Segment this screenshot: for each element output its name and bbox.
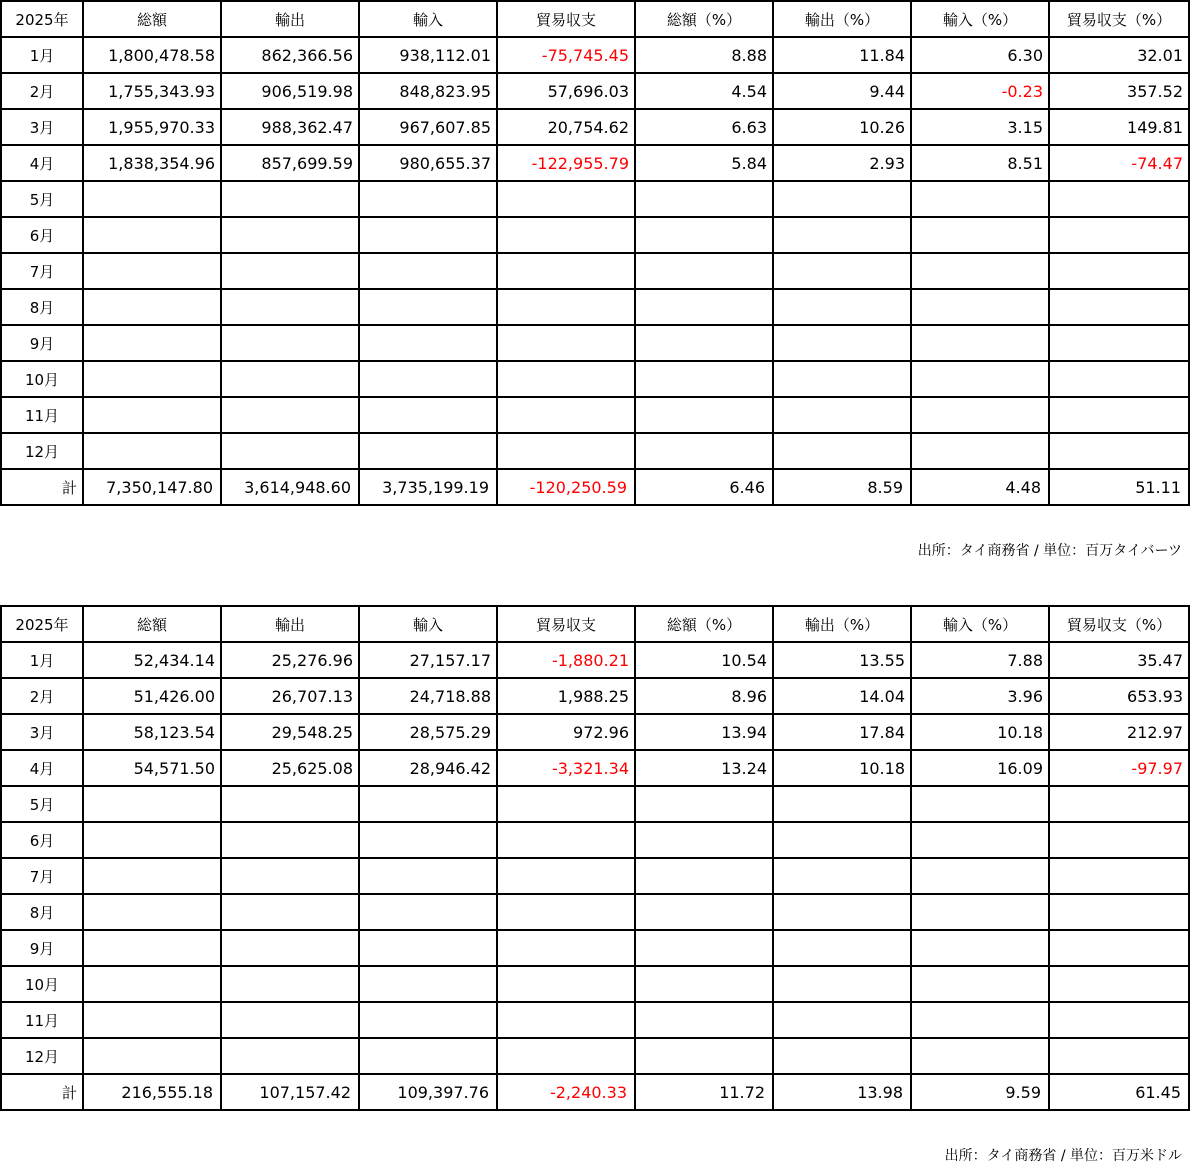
- cell-balance-pct: [1049, 858, 1189, 894]
- cell-trade-balance: [497, 1002, 635, 1038]
- month-label: 12月: [1, 433, 83, 469]
- cell-export-pct: [773, 1038, 911, 1074]
- total-row: [1, 469, 1189, 505]
- trade-table-usd: [0, 605, 1190, 1111]
- cell-export-value: [221, 966, 359, 1002]
- total-export-pct: 13.98: [773, 1074, 911, 1110]
- table-row: [1, 894, 1189, 930]
- cell-total-pct: [635, 966, 773, 1002]
- month-label: 11月: [1, 397, 83, 433]
- cell-import-pct: [911, 1038, 1049, 1074]
- cell-export-pct: [773, 894, 911, 930]
- cell-export-value: 29,548.25: [221, 714, 359, 750]
- month-label: 8月: [1, 894, 83, 930]
- column-header: 輸入（%）: [911, 1, 1049, 37]
- cell-balance-pct: [1049, 966, 1189, 1002]
- cell-total-value: [83, 1002, 221, 1038]
- cell-export-value: [221, 822, 359, 858]
- total-trade-balance: -120,250.59: [497, 469, 635, 505]
- month-label: 5月: [1, 181, 83, 217]
- cell-trade-balance: [497, 894, 635, 930]
- month-label: 4月: [1, 750, 83, 786]
- cell-import-pct: [911, 217, 1049, 253]
- cell-balance-pct: 653.93: [1049, 678, 1189, 714]
- cell-total-pct: [635, 786, 773, 822]
- cell-trade-balance: [497, 433, 635, 469]
- cell-trade-balance: -3,321.34: [497, 750, 635, 786]
- cell-import-pct: [911, 289, 1049, 325]
- source-note: 出所：タイ商務省 / 単位：百万タイバーツ: [917, 543, 1182, 559]
- column-header: 総額（%）: [635, 1, 773, 37]
- column-header: 輸出（%）: [773, 606, 911, 642]
- cell-import-pct: 3.15: [911, 109, 1049, 145]
- cell-export-pct: [773, 822, 911, 858]
- total-export-value: 3,614,948.60: [221, 469, 359, 505]
- cell-total-value: [83, 786, 221, 822]
- cell-import-pct: [911, 858, 1049, 894]
- cell-total-value: 52,434.14: [83, 642, 221, 678]
- cell-balance-pct: 357.52: [1049, 73, 1189, 109]
- cell-import-value: [359, 397, 497, 433]
- cell-import-value: [359, 1002, 497, 1038]
- cell-balance-pct: -74.47: [1049, 145, 1189, 181]
- month-label: 6月: [1, 217, 83, 253]
- cell-export-pct: 10.26: [773, 109, 911, 145]
- cell-total-value: [83, 325, 221, 361]
- cell-balance-pct: [1049, 1002, 1189, 1038]
- cell-import-pct: 16.09: [911, 750, 1049, 786]
- source-note: 出所：タイ商務省 / 単位：百万米ドル: [944, 1148, 1182, 1164]
- cell-trade-balance: [497, 253, 635, 289]
- cell-balance-pct: -97.97: [1049, 750, 1189, 786]
- cell-total-value: [83, 930, 221, 966]
- month-label: 11月: [1, 1002, 83, 1038]
- month-label: 9月: [1, 325, 83, 361]
- cell-import-value: [359, 930, 497, 966]
- total-import-value: 109,397.76: [359, 1074, 497, 1110]
- month-label: 10月: [1, 361, 83, 397]
- cell-trade-balance: -75,745.45: [497, 37, 635, 73]
- table-row: [1, 786, 1189, 822]
- cell-total-pct: 10.54: [635, 642, 773, 678]
- cell-total-pct: 8.88: [635, 37, 773, 73]
- cell-balance-pct: [1049, 1038, 1189, 1074]
- cell-total-pct: [635, 397, 773, 433]
- table-row: [1, 37, 1189, 73]
- table-row: [1, 678, 1189, 714]
- cell-trade-balance: [497, 217, 635, 253]
- table-row: [1, 714, 1189, 750]
- total-balance-pct: 51.11: [1049, 469, 1189, 505]
- cell-total-pct: [635, 433, 773, 469]
- month-label: 4月: [1, 145, 83, 181]
- cell-balance-pct: [1049, 930, 1189, 966]
- cell-export-value: 25,276.96: [221, 642, 359, 678]
- table-row: [1, 966, 1189, 1002]
- column-header: 貿易収支（%）: [1049, 1, 1189, 37]
- cell-export-pct: [773, 433, 911, 469]
- cell-total-pct: [635, 1002, 773, 1038]
- month-label: 7月: [1, 253, 83, 289]
- cell-trade-balance: 57,696.03: [497, 73, 635, 109]
- cell-total-pct: [635, 217, 773, 253]
- cell-export-value: [221, 361, 359, 397]
- cell-export-pct: [773, 1002, 911, 1038]
- column-header: 貿易収支（%）: [1049, 606, 1189, 642]
- table-row: [1, 289, 1189, 325]
- cell-total-pct: [635, 253, 773, 289]
- cell-balance-pct: [1049, 325, 1189, 361]
- cell-balance-pct: [1049, 433, 1189, 469]
- table-row: [1, 1038, 1189, 1074]
- cell-trade-balance: [497, 181, 635, 217]
- cell-export-pct: [773, 858, 911, 894]
- cell-export-value: [221, 433, 359, 469]
- table-row: [1, 1002, 1189, 1038]
- total-import-pct: 9.59: [911, 1074, 1049, 1110]
- cell-export-value: [221, 858, 359, 894]
- cell-import-pct: [911, 1002, 1049, 1038]
- column-header: 貿易収支: [497, 1, 635, 37]
- table-row: [1, 253, 1189, 289]
- cell-trade-balance: [497, 361, 635, 397]
- cell-import-value: 27,157.17: [359, 642, 497, 678]
- cell-import-pct: [911, 325, 1049, 361]
- cell-total-value: [83, 894, 221, 930]
- cell-import-pct: 8.51: [911, 145, 1049, 181]
- cell-export-pct: [773, 181, 911, 217]
- cell-total-value: 1,755,343.93: [83, 73, 221, 109]
- cell-total-value: [83, 966, 221, 1002]
- total-row: [1, 1074, 1189, 1110]
- total-label: 計: [1, 469, 83, 505]
- cell-export-pct: [773, 325, 911, 361]
- cell-export-pct: 13.55: [773, 642, 911, 678]
- cell-import-value: [359, 894, 497, 930]
- cell-trade-balance: -1,880.21: [497, 642, 635, 678]
- cell-export-pct: [773, 217, 911, 253]
- cell-import-value: [359, 786, 497, 822]
- cell-import-value: 28,946.42: [359, 750, 497, 786]
- cell-trade-balance: [497, 397, 635, 433]
- cell-export-pct: 11.84: [773, 37, 911, 73]
- cell-balance-pct: 149.81: [1049, 109, 1189, 145]
- cell-total-value: 54,571.50: [83, 750, 221, 786]
- cell-export-pct: [773, 397, 911, 433]
- cell-total-pct: [635, 930, 773, 966]
- cell-total-pct: [635, 822, 773, 858]
- column-header: 輸出（%）: [773, 1, 911, 37]
- column-header: 輸入（%）: [911, 606, 1049, 642]
- cell-trade-balance: [497, 1038, 635, 1074]
- cell-total-pct: [635, 181, 773, 217]
- cell-total-pct: [635, 894, 773, 930]
- header-row: [1, 1, 1189, 37]
- month-label: 5月: [1, 786, 83, 822]
- cell-export-pct: 14.04: [773, 678, 911, 714]
- cell-export-value: 857,699.59: [221, 145, 359, 181]
- cell-export-value: [221, 253, 359, 289]
- table-row: [1, 433, 1189, 469]
- cell-total-value: [83, 822, 221, 858]
- cell-trade-balance: 1,988.25: [497, 678, 635, 714]
- month-label: 8月: [1, 289, 83, 325]
- cell-balance-pct: [1049, 822, 1189, 858]
- cell-import-pct: [911, 966, 1049, 1002]
- table-row: [1, 750, 1189, 786]
- month-label: 7月: [1, 858, 83, 894]
- column-header: 2025年: [1, 606, 83, 642]
- cell-total-value: [83, 397, 221, 433]
- cell-import-pct: 6.30: [911, 37, 1049, 73]
- column-header: 輸入: [359, 606, 497, 642]
- cell-balance-pct: [1049, 289, 1189, 325]
- column-header: 輸入: [359, 1, 497, 37]
- cell-import-value: [359, 966, 497, 1002]
- cell-import-value: [359, 433, 497, 469]
- cell-export-pct: [773, 361, 911, 397]
- cell-export-pct: 9.44: [773, 73, 911, 109]
- cell-import-pct: [911, 894, 1049, 930]
- cell-trade-balance: [497, 289, 635, 325]
- cell-balance-pct: 212.97: [1049, 714, 1189, 750]
- table-row: [1, 145, 1189, 181]
- month-label: 2月: [1, 73, 83, 109]
- cell-export-value: 906,519.98: [221, 73, 359, 109]
- cell-import-pct: [911, 181, 1049, 217]
- cell-total-value: 1,838,354.96: [83, 145, 221, 181]
- cell-import-pct: [911, 397, 1049, 433]
- cell-balance-pct: [1049, 181, 1189, 217]
- cell-total-pct: 5.84: [635, 145, 773, 181]
- column-header: 総額: [83, 1, 221, 37]
- cell-total-pct: [635, 325, 773, 361]
- cell-total-value: [83, 361, 221, 397]
- total-import-pct: 4.48: [911, 469, 1049, 505]
- cell-export-pct: 10.18: [773, 750, 911, 786]
- cell-export-value: [221, 217, 359, 253]
- cell-trade-balance: [497, 786, 635, 822]
- table-row: [1, 217, 1189, 253]
- column-header: 総額（%）: [635, 606, 773, 642]
- cell-export-value: 988,362.47: [221, 109, 359, 145]
- cell-export-pct: [773, 289, 911, 325]
- table-row: [1, 930, 1189, 966]
- cell-total-value: [83, 253, 221, 289]
- month-label: 9月: [1, 930, 83, 966]
- cell-trade-balance: 972.96: [497, 714, 635, 750]
- cell-total-pct: [635, 361, 773, 397]
- total-label: 計: [1, 1074, 83, 1110]
- column-header: 貿易収支: [497, 606, 635, 642]
- total-trade-balance: -2,240.33: [497, 1074, 635, 1110]
- cell-export-value: 26,707.13: [221, 678, 359, 714]
- cell-export-value: [221, 1002, 359, 1038]
- cell-import-value: 28,575.29: [359, 714, 497, 750]
- cell-trade-balance: [497, 325, 635, 361]
- cell-total-value: [83, 858, 221, 894]
- cell-export-pct: [773, 786, 911, 822]
- cell-balance-pct: [1049, 397, 1189, 433]
- table-row: [1, 181, 1189, 217]
- cell-total-value: 1,955,970.33: [83, 109, 221, 145]
- table-row: [1, 397, 1189, 433]
- cell-balance-pct: [1049, 217, 1189, 253]
- cell-import-pct: [911, 433, 1049, 469]
- cell-total-pct: [635, 1038, 773, 1074]
- cell-export-value: [221, 289, 359, 325]
- cell-import-value: [359, 858, 497, 894]
- cell-export-value: 25,625.08: [221, 750, 359, 786]
- cell-export-value: [221, 181, 359, 217]
- cell-total-pct: [635, 289, 773, 325]
- cell-import-value: [359, 822, 497, 858]
- cell-total-value: [83, 289, 221, 325]
- month-label: 3月: [1, 109, 83, 145]
- cell-import-value: [359, 361, 497, 397]
- month-label: 12月: [1, 1038, 83, 1074]
- cell-total-pct: 13.24: [635, 750, 773, 786]
- total-total-value: 7,350,147.80: [83, 469, 221, 505]
- header-row: [1, 606, 1189, 642]
- table-row: [1, 109, 1189, 145]
- cell-import-value: [359, 289, 497, 325]
- cell-balance-pct: [1049, 361, 1189, 397]
- trade-table-thb: [0, 0, 1190, 506]
- month-label: 10月: [1, 966, 83, 1002]
- cell-balance-pct: [1049, 786, 1189, 822]
- cell-balance-pct: [1049, 253, 1189, 289]
- cell-total-pct: 4.54: [635, 73, 773, 109]
- cell-import-value: [359, 253, 497, 289]
- cell-trade-balance: 20,754.62: [497, 109, 635, 145]
- cell-export-value: [221, 397, 359, 433]
- cell-total-value: [83, 1038, 221, 1074]
- cell-import-pct: [911, 822, 1049, 858]
- cell-import-value: [359, 217, 497, 253]
- table-row: [1, 822, 1189, 858]
- cell-total-value: [83, 433, 221, 469]
- month-label: 1月: [1, 37, 83, 73]
- cell-balance-pct: 35.47: [1049, 642, 1189, 678]
- total-export-value: 107,157.42: [221, 1074, 359, 1110]
- cell-total-value: 51,426.00: [83, 678, 221, 714]
- cell-total-pct: 13.94: [635, 714, 773, 750]
- cell-total-value: [83, 217, 221, 253]
- total-total-pct: 6.46: [635, 469, 773, 505]
- cell-export-value: [221, 1038, 359, 1074]
- cell-import-pct: -0.23: [911, 73, 1049, 109]
- cell-trade-balance: [497, 930, 635, 966]
- cell-export-value: 862,366.56: [221, 37, 359, 73]
- cell-total-pct: [635, 858, 773, 894]
- cell-import-value: 967,607.85: [359, 109, 497, 145]
- cell-total-value: 58,123.54: [83, 714, 221, 750]
- total-total-pct: 11.72: [635, 1074, 773, 1110]
- table-row: [1, 642, 1189, 678]
- cell-export-value: [221, 325, 359, 361]
- cell-export-pct: [773, 966, 911, 1002]
- cell-total-pct: 8.96: [635, 678, 773, 714]
- cell-import-pct: [911, 786, 1049, 822]
- cell-balance-pct: [1049, 894, 1189, 930]
- cell-export-pct: [773, 253, 911, 289]
- cell-import-value: [359, 181, 497, 217]
- cell-import-value: 938,112.01: [359, 37, 497, 73]
- column-header: 輸出: [221, 606, 359, 642]
- cell-import-pct: 10.18: [911, 714, 1049, 750]
- total-total-value: 216,555.18: [83, 1074, 221, 1110]
- cell-trade-balance: [497, 858, 635, 894]
- cell-import-value: 848,823.95: [359, 73, 497, 109]
- cell-import-value: 980,655.37: [359, 145, 497, 181]
- cell-import-pct: 7.88: [911, 642, 1049, 678]
- cell-total-value: 1,800,478.58: [83, 37, 221, 73]
- cell-import-pct: 3.96: [911, 678, 1049, 714]
- month-label: 2月: [1, 678, 83, 714]
- total-import-value: 3,735,199.19: [359, 469, 497, 505]
- cell-trade-balance: [497, 966, 635, 1002]
- cell-import-pct: [911, 253, 1049, 289]
- cell-export-pct: 2.93: [773, 145, 911, 181]
- cell-total-pct: 6.63: [635, 109, 773, 145]
- column-header: 総額: [83, 606, 221, 642]
- month-label: 3月: [1, 714, 83, 750]
- table-row: [1, 325, 1189, 361]
- cell-import-value: [359, 325, 497, 361]
- cell-trade-balance: [497, 822, 635, 858]
- month-label: 1月: [1, 642, 83, 678]
- total-balance-pct: 61.45: [1049, 1074, 1189, 1110]
- cell-import-pct: [911, 361, 1049, 397]
- table-row: [1, 361, 1189, 397]
- cell-balance-pct: 32.01: [1049, 37, 1189, 73]
- cell-total-value: [83, 181, 221, 217]
- cell-export-value: [221, 930, 359, 966]
- cell-export-pct: [773, 930, 911, 966]
- column-header: 2025年: [1, 1, 83, 37]
- table-row: [1, 858, 1189, 894]
- cell-import-value: [359, 1038, 497, 1074]
- month-label: 6月: [1, 822, 83, 858]
- table-row: [1, 73, 1189, 109]
- cell-import-pct: [911, 930, 1049, 966]
- cell-export-value: [221, 786, 359, 822]
- total-export-pct: 8.59: [773, 469, 911, 505]
- cell-trade-balance: -122,955.79: [497, 145, 635, 181]
- cell-import-value: 24,718.88: [359, 678, 497, 714]
- cell-export-pct: 17.84: [773, 714, 911, 750]
- column-header: 輸出: [221, 1, 359, 37]
- cell-export-value: [221, 894, 359, 930]
